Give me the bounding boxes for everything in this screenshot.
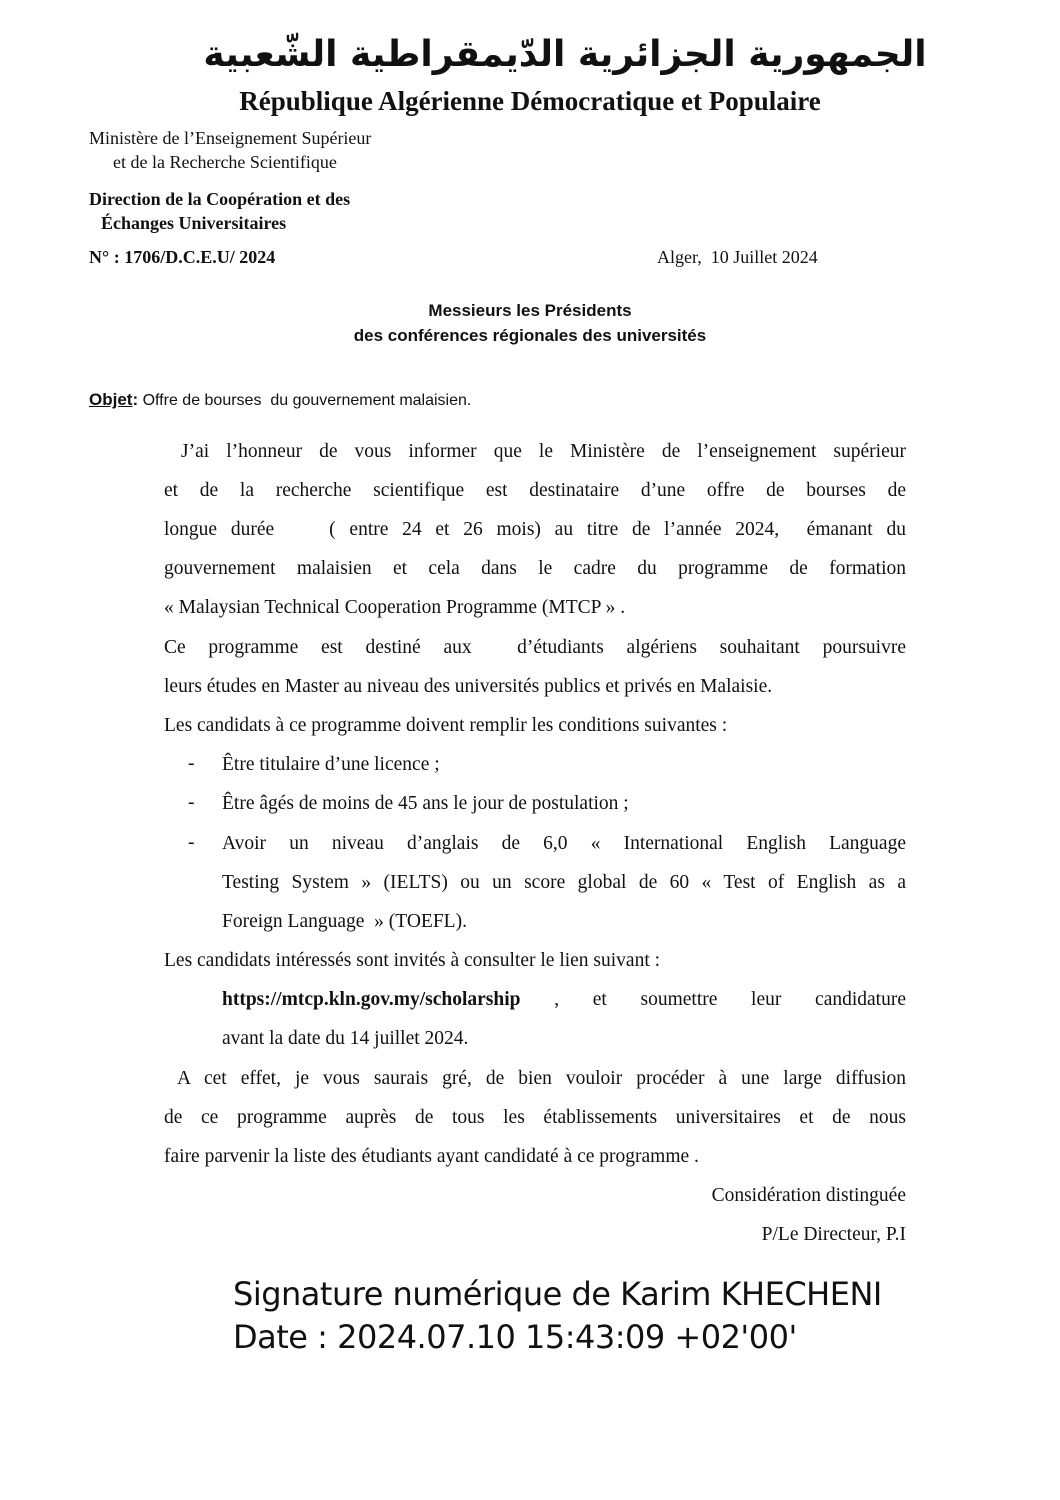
paragraph1-line: et de la recherche scientifique est destinataire d’une offre de bourses de: [164, 480, 906, 501]
paragraph1-line: longue durée ( entre 24 et 26 mois) au titre de l’année 2024, émanant du: [164, 519, 906, 540]
deadline-line: avant la date du 14 juillet 2024.: [222, 1028, 469, 1049]
recipient-line2: des conférences régionales des universités: [353, 326, 707, 345]
bullet-dash: -: [188, 753, 195, 774]
signatory: P/Le Directeur, P.I: [761, 1224, 906, 1245]
digital-signature-name: Signature numérique de Karim KHECHENI: [233, 1275, 882, 1313]
paragraph2-line: leurs études en Master au niveau des universités publics et privés en Malaisie.: [164, 676, 773, 697]
reference-number: N° : 1706/D.C.E.U/ 2024: [89, 247, 276, 267]
direction-name-line2: Échanges Universitaires: [101, 213, 287, 233]
republic-title: République Algérienne Démocratique et Populaire: [239, 86, 821, 116]
link-after-text: , et soumettre leur candidature: [520, 989, 906, 1010]
subject-separator: :: [132, 390, 139, 409]
paragraph3-line: faire parvenir la liste des étudiants ayant candidaté à ce programme .: [164, 1146, 699, 1167]
digital-signature-date: Date : 2024.07.10 15:43:09 +02'00': [233, 1318, 797, 1356]
ministry-name-line2: et de la Recherche Scientifique: [113, 152, 337, 172]
paragraph3-line: A cet effet, je vous saurais gré, de bien vouloir procéder à une large diffusion: [164, 1068, 906, 1089]
subject-text: Offre de bourses du gouvernement malaisien.: [138, 392, 472, 409]
paragraph1-line: gouvernement malaisien et cela dans le cadre du programme de formation: [164, 558, 906, 579]
direction-name-line1: Direction de la Coopération et des: [89, 189, 351, 209]
condition-text: Avoir un niveau d’anglais de 6,0 « International English Language: [222, 833, 906, 854]
closing-salutation: Considération distinguée: [711, 1185, 906, 1206]
paragraph2-line: Les candidats à ce programme doivent remplir les conditions suivantes :: [164, 715, 728, 736]
recipient-line1: Messieurs les Présidents: [428, 301, 632, 320]
scholarship-link[interactable]: https://mtcp.kln.gov.my/scholarship: [222, 989, 521, 1010]
subject-label: Objet: [89, 390, 133, 409]
condition-text: Foreign Language » (TOEFL).: [222, 911, 467, 932]
arabic-republic-title: الجمهورية الجزائرية الدّيمقراطية الشّعبية: [203, 34, 927, 75]
condition-text: Testing System » (IELTS) ou un score global de 60 « Test of English as a: [222, 872, 906, 893]
paragraph1-line: « Malaysian Technical Cooperation Programme (MTCP » .: [164, 597, 626, 618]
condition-text: Être titulaire d’une licence ;: [222, 754, 440, 775]
subject-line: [89, 390, 471, 410]
paragraph1-line: J’ai l’honneur de vous informer que le Ministère de l’enseignement supérieur: [164, 441, 906, 462]
paragraph3-line: de ce programme auprès de tous les établissements universitaires et de nous: [164, 1107, 906, 1128]
paragraph2-line: Ce programme est destiné aux d’étudiants algériens souhaitant poursuivre: [164, 637, 906, 658]
link-line: [222, 988, 906, 1012]
place-and-date: Alger, 10 Juillet 2024: [657, 247, 818, 267]
bullet-dash: -: [188, 792, 195, 813]
ministry-name-line1: Ministère de l’Enseignement Supérieur: [89, 128, 372, 148]
condition-text: Être âgés de moins de 45 ans le jour de postulation ;: [222, 793, 629, 814]
link-intro: Les candidats intéressés sont invités à consulter le lien suivant :: [164, 950, 661, 971]
bullet-dash: -: [188, 832, 195, 853]
